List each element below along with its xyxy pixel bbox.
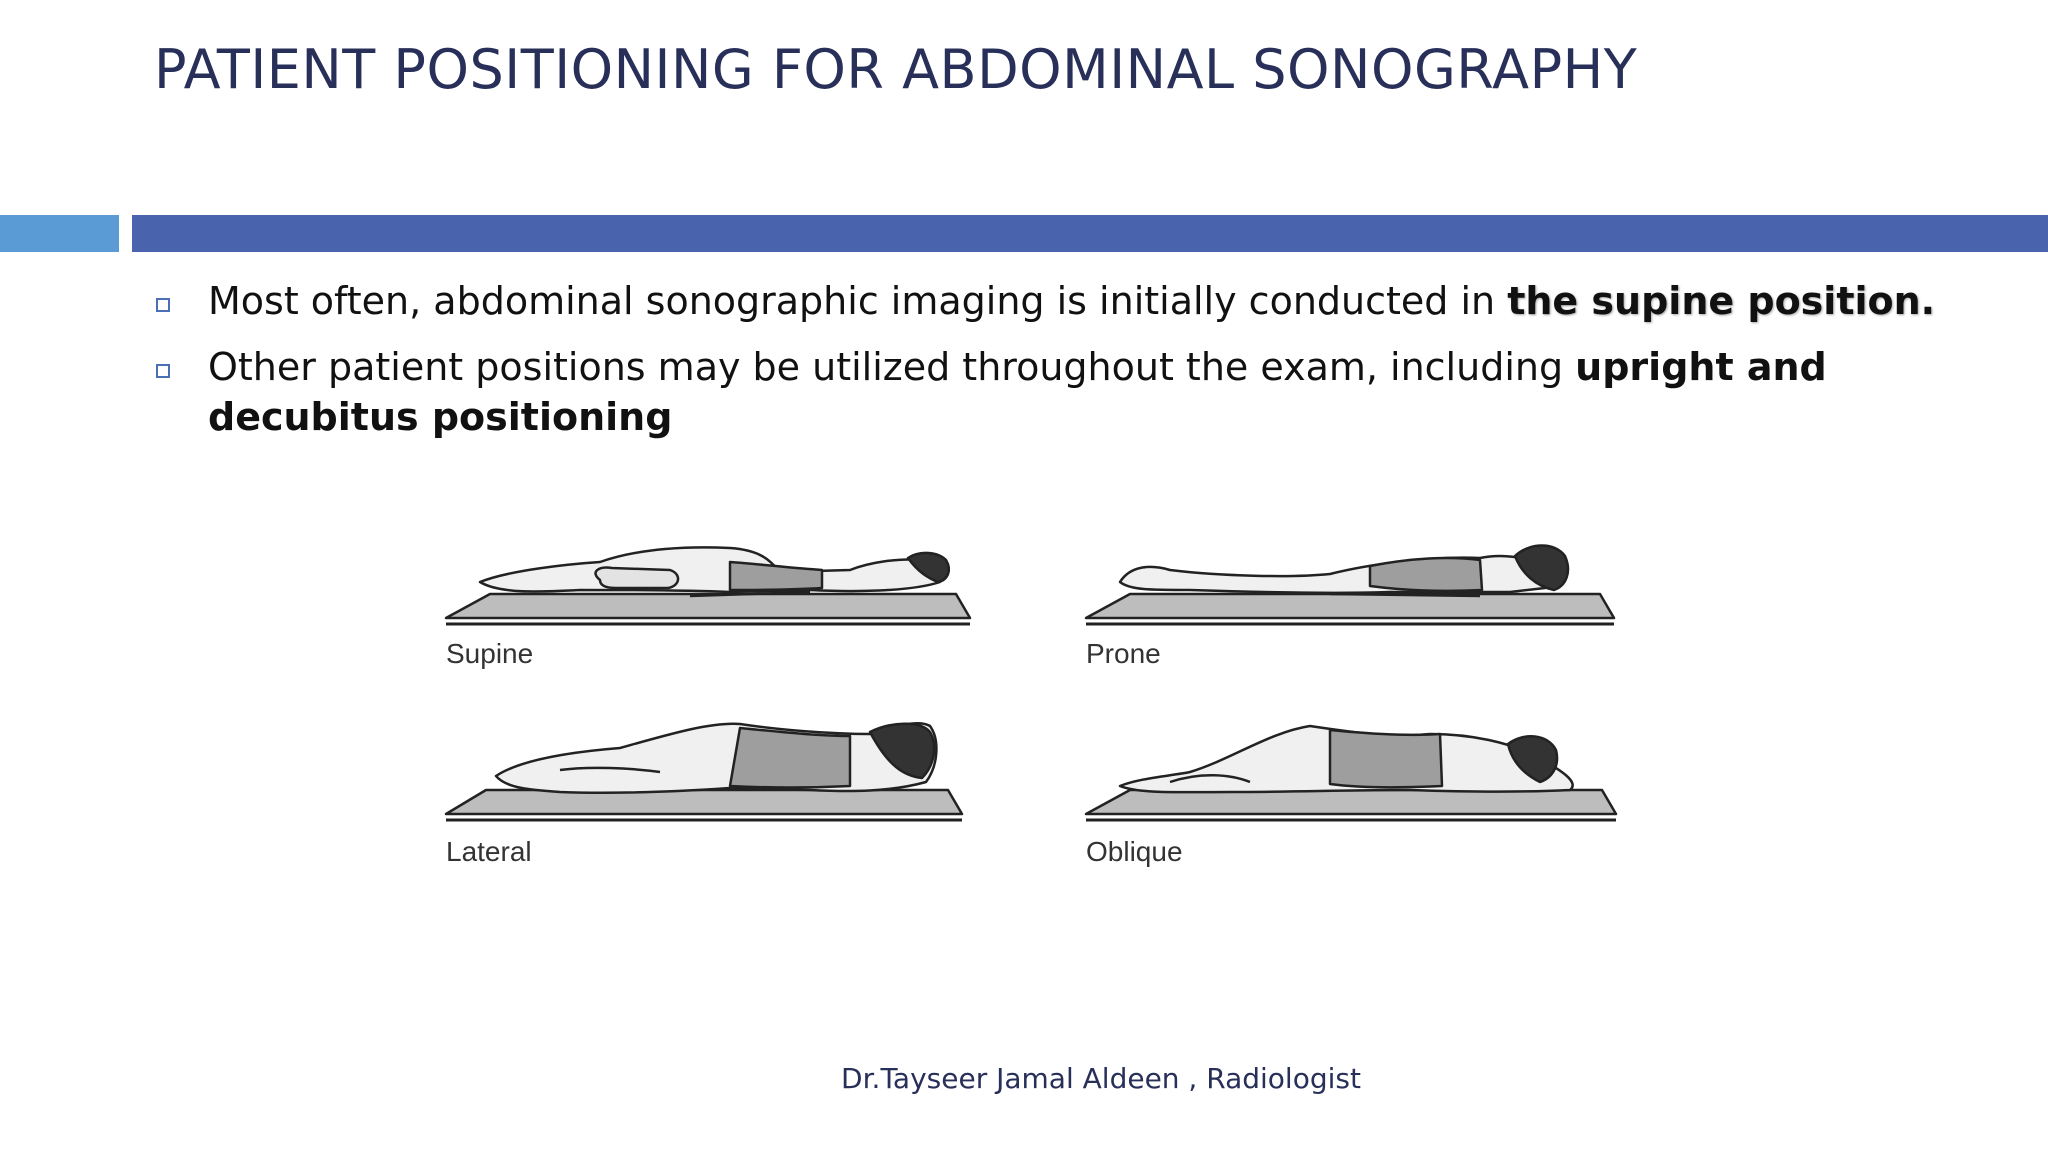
oblique-illustration <box>1086 726 1616 820</box>
positioning-figure <box>430 520 1640 880</box>
slide-title: PATIENT POSITIONING FOR ABDOMINAL SONOGRAPHY <box>154 38 1638 101</box>
prone-illustration <box>1086 546 1614 625</box>
caption-prone: Prone <box>1086 638 1161 669</box>
supine-illustration <box>446 547 970 624</box>
bullet-bold-text: the supine position. <box>1507 279 1936 323</box>
square-bullet-icon <box>156 364 170 378</box>
bullet-item <box>154 342 1954 442</box>
caption-supine: Supine <box>446 638 534 669</box>
bullet-text: Most often, abdominal sonographic imaging is initially conducted in <box>208 279 1508 323</box>
bullet-bold-text: upright and decubitus positioning <box>208 345 1827 439</box>
bullet-list <box>154 276 1954 458</box>
caption-oblique: Oblique <box>1086 836 1183 867</box>
caption-lateral: Lateral <box>446 836 532 867</box>
footer-credit: Dr.Tayseer Jamal Aldeen , Radiologist <box>841 1062 1361 1095</box>
lateral-illustration <box>446 723 962 820</box>
header-bar <box>132 215 2048 252</box>
positioning-illustration <box>430 520 1640 880</box>
header-bar-accent <box>0 215 119 252</box>
bullet-item <box>154 276 1954 326</box>
bullet-text: Other patient positions may be utilized throughout the exam, including <box>208 345 1576 389</box>
square-bullet-icon <box>156 298 170 312</box>
